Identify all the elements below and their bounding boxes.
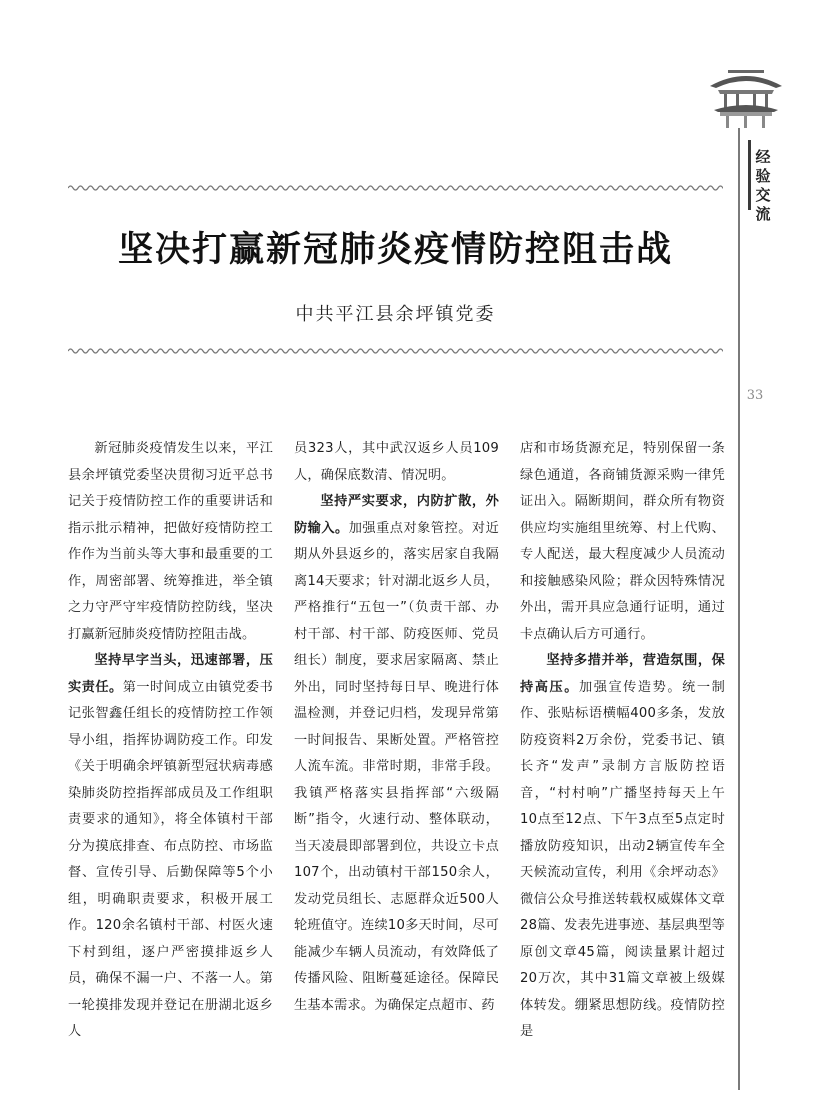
paragraph-body: 加强宣传造势。统一制作、张贴标语横幅400多条，发放防疫资料2万余份，党委书记、镇长齐“发声”录制方言版防控语音，“村村响”广播坚持每天上午10点至12点、下午3点至5点定时播放防疫知识，出动2辆宣传车全天候流动宣传，利用《余坪动态》微信公众号推送转载权威媒体文章28篇、发表先进事迹、基层典型等原创文章45篇，阅读量累计超过20万次，其中31篇文章被上级媒体转发。绷紧思想防线。疫情防控是 — [520, 679, 726, 1039]
paragraph-heading: 坚持严实要求，内防扩散，外防输入。 — [294, 494, 499, 536]
wave-line — [68, 186, 723, 190]
article-column-2 — [294, 436, 499, 1019]
wavy-divider-bottom — [68, 345, 723, 357]
article-author: 中共平江县余坪镇党委 — [295, 304, 496, 325]
article-title: 坚决打赢新冠肺炎疫情防控阻击战 — [117, 229, 673, 270]
paragraph: 店和市场货源充足，特别保留一条绿色通道，各商铺货源采购一律凭证出入。隔断期间，群众所有物资供应均实施组里统筹、村上代购、专人配送，最大程度减少人员流动和接触感染风险；群众因特殊情况外出，需开具应急通行证明，通过卡点确认后方可通行。 — [520, 441, 725, 642]
page-number: 33 — [746, 388, 764, 403]
wave-line — [68, 349, 723, 353]
section-label: 经验交流 — [755, 148, 771, 223]
pavilion-logo-icon — [706, 64, 786, 130]
paragraph-body: 加强重点对象管控。对近期从外县返乡的，落实居家自我隔离14天要求；针对湖北返乡人员，严格推行“五包一”（负责干部、办村干部、村干部、防疫医师、党员组长）制度，要求居家隔离、禁止外出，同时坚持每日早、晚进行体温检测，并登记归档，发现异常第一时间报告、果断处置。严格管控人流车流。非常时期，非常手段。我镇严格落实县指挥部“六级隔断”指令，火速行动、整体联动，当天凌晨即部署到位，共设立卡点107个，出动镇村干部150余人，发动党员组长、志愿群众近500人轮班值守。连续10多天时间，尽可能减少车辆人员流动，有效降低了传播风险、阻断蔓延途径。保障民生基本需求。为确保定点超市、药 — [294, 520, 499, 1013]
paragraph — [294, 489, 499, 1019]
paragraph: 新冠肺炎疫情发生以来，平江县余坪镇党委坚决贯彻习近平总书记关于疫情防控工作的重要讲话和指示批示精神，把做好疫情防控工作作为当前头等大事和最重要的工作，周密部署、统筹推进，举全镇之力守严守牢疫情防控防线，坚决打赢新冠肺炎疫情防控阻击战。 — [68, 441, 273, 642]
paragraph — [520, 648, 725, 1046]
paragraph-body: 第一时间成立由镇党委书记张智鑫任组长的疫情防控工作领导小组，指挥协调防疫工作。印发《关于明确余坪镇新型冠状病毒感染肺炎防控指挥部成员及工作组职责要求的通知》，将全体镇村干部分为摸底排查、布点防控、市场监督、宣传引导、后勤保障等5个小组，明确职责要求，积极开展工作。120余名镇村干部、村医火速下村到组，逐户严密摸排返乡人员，确保不漏一户、不落一人。第一轮摸排发现并登记在册湖北返乡人 — [68, 679, 273, 1039]
section-marker-bar — [748, 140, 751, 210]
paragraph — [68, 648, 273, 1046]
article-column-1 — [68, 436, 273, 1046]
wavy-divider-top — [68, 182, 723, 194]
paragraph-heading: 坚持早字当头，迅速部署，压实责任。 — [68, 653, 273, 695]
paragraph-heading: 坚持多措并举，营造氛围，保持高压。 — [520, 653, 725, 695]
article-column-3 — [520, 436, 725, 1046]
paragraph: 员323人，其中武汉返乡人员109人，确保底数清、情况明。 — [294, 441, 499, 483]
side-vertical-rule — [738, 128, 740, 1090]
